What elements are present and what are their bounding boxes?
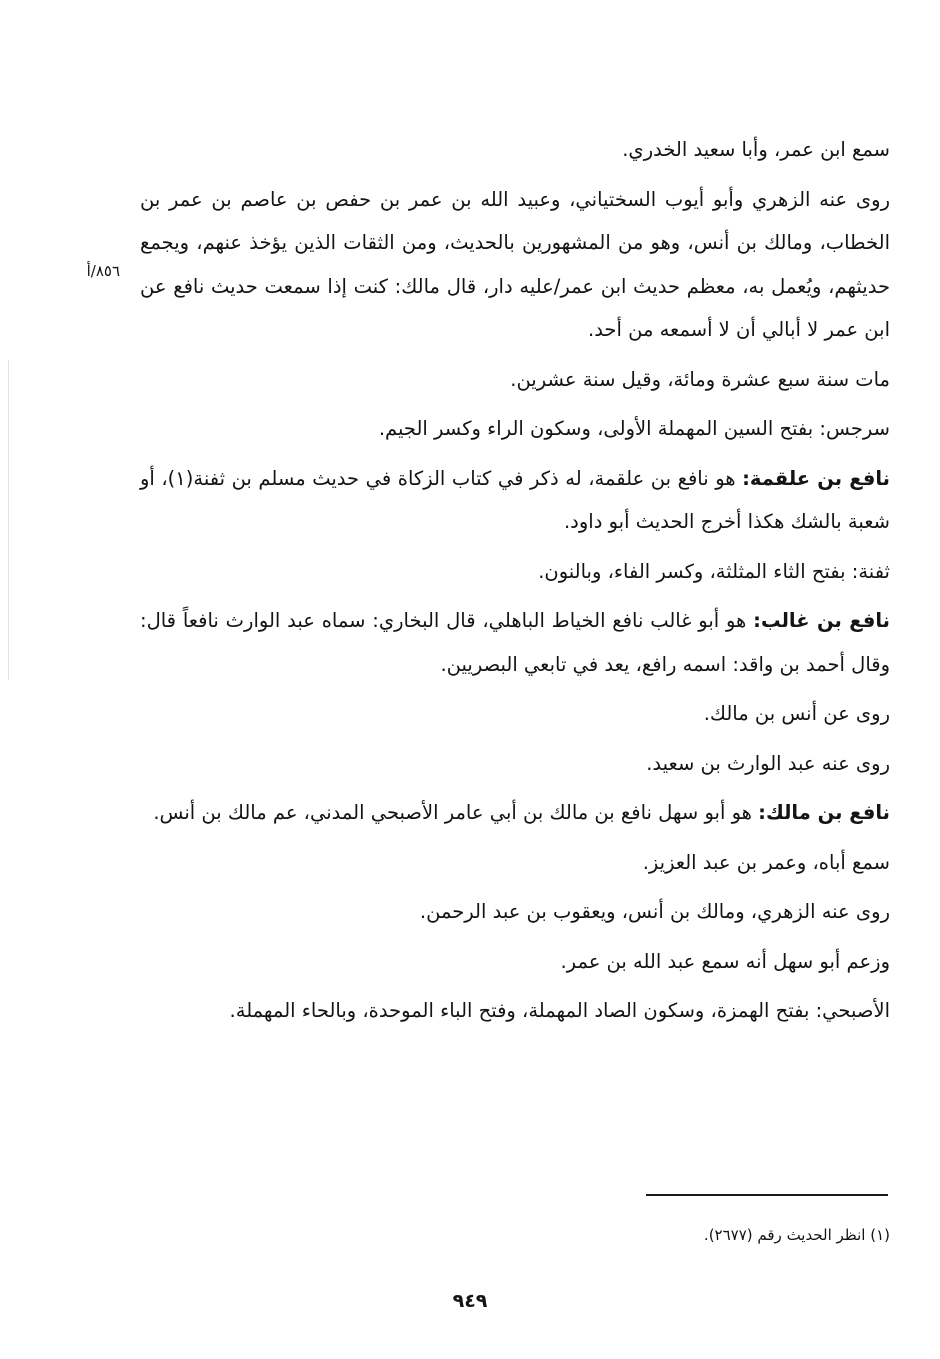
paragraph-4 <box>140 407 890 451</box>
entry-heading: نافع بن مالك: <box>758 801 890 824</box>
footnote: (١) انظر الحديث رقم (٢٦٧٧). <box>703 1226 890 1244</box>
para-text: سمع ابن عمر، وأبا سعيد الخدري. <box>622 138 890 161</box>
paragraph-3 <box>140 358 890 402</box>
paragraph-14 <box>140 989 890 1033</box>
paragraph-12 <box>140 890 890 934</box>
para-text: روى عنه الزهري، ومالك بن أنس، ويعقوب بن عبد الرحمن. <box>419 900 890 923</box>
para-text: روى عنه الزهري وأبو أيوب السختياني، وعبيد الله بن عمر بن حفص بن عاصم بن عمر بن الخطاب، ومالك بن أنس، وهو من المشهورين بالحديث، ومن الثقات الذين يؤخذ عنهم، ويجمع حديثهم، ويُعمل به، معظم حديث ابن عمر/عليه دار، قال مالك: كنت إذا سمعت حديث نافع عن ابن عمر لا أبالي أن لا أسمعه من أحد. <box>140 187 890 341</box>
scan-edge-line <box>8 360 9 680</box>
para-text: هو أبو غالب نافع الخياط الباهلي، قال البخاري: سماه عبد الوارث نافعاً قال: وقال أحمد بن واقد: اسمه رافع، يعد في تابعي البصريين. <box>140 609 890 676</box>
paragraph-1 <box>140 128 890 172</box>
paragraph-13 <box>140 940 890 984</box>
para-text: روى عنه عبد الوارث بن سعيد. <box>646 751 890 775</box>
paragraph-7 <box>140 599 890 686</box>
paragraph-2 <box>140 178 890 352</box>
para-text: هو أبو سهل نافع بن مالك بن أبي عامر الأصبحي المدني، عم مالك بن أنس. <box>153 801 752 824</box>
para-text: هو نافع بن علقمة، له ذكر في كتاب الزكاة في حديث مسلم بن ثفنة(١)، أو شعبة بالشك هكذا أخرج الحديث أبو داود. <box>140 466 890 533</box>
paragraph-11 <box>140 841 890 885</box>
paragraph-5 <box>140 457 890 544</box>
entry-heading: نافع بن علقمة: <box>742 466 891 490</box>
paragraph-6 <box>140 550 890 594</box>
footnote-separator <box>646 1194 888 1196</box>
margin-folio-note: ٨٥٦/أ <box>86 262 120 280</box>
para-text: وزعم أبو سهل أنه سمع عبد الله بن عمر. <box>560 949 890 973</box>
para-text: سرجس: بفتح السين المهملة الأولى، وسكون الراء وكسر الجيم. <box>378 417 890 440</box>
page-number: ٩٤٩ <box>452 1290 488 1312</box>
para-text: الأصبحي: بفتح الهمزة، وسكون الصاد المهملة، وفتح الباء الموحدة، وبالحاء المهملة. <box>229 999 890 1022</box>
paragraph-9 <box>140 742 890 786</box>
main-text-block <box>140 128 890 1039</box>
para-text: ثفنة: بفتح الثاء المثلثة، وكسر الفاء، وبالنون. <box>538 559 890 583</box>
paragraph-10 <box>140 791 890 835</box>
entry-heading: نافع بن غالب: <box>753 609 891 632</box>
para-text: روى عن أنس بن مالك. <box>703 702 890 725</box>
paragraph-8 <box>140 692 890 736</box>
para-text: سمع أباه، وعمر بن عبد العزيز. <box>642 850 890 874</box>
para-text: مات سنة سبع عشرة ومائة، وقيل سنة عشرين. <box>510 367 890 391</box>
